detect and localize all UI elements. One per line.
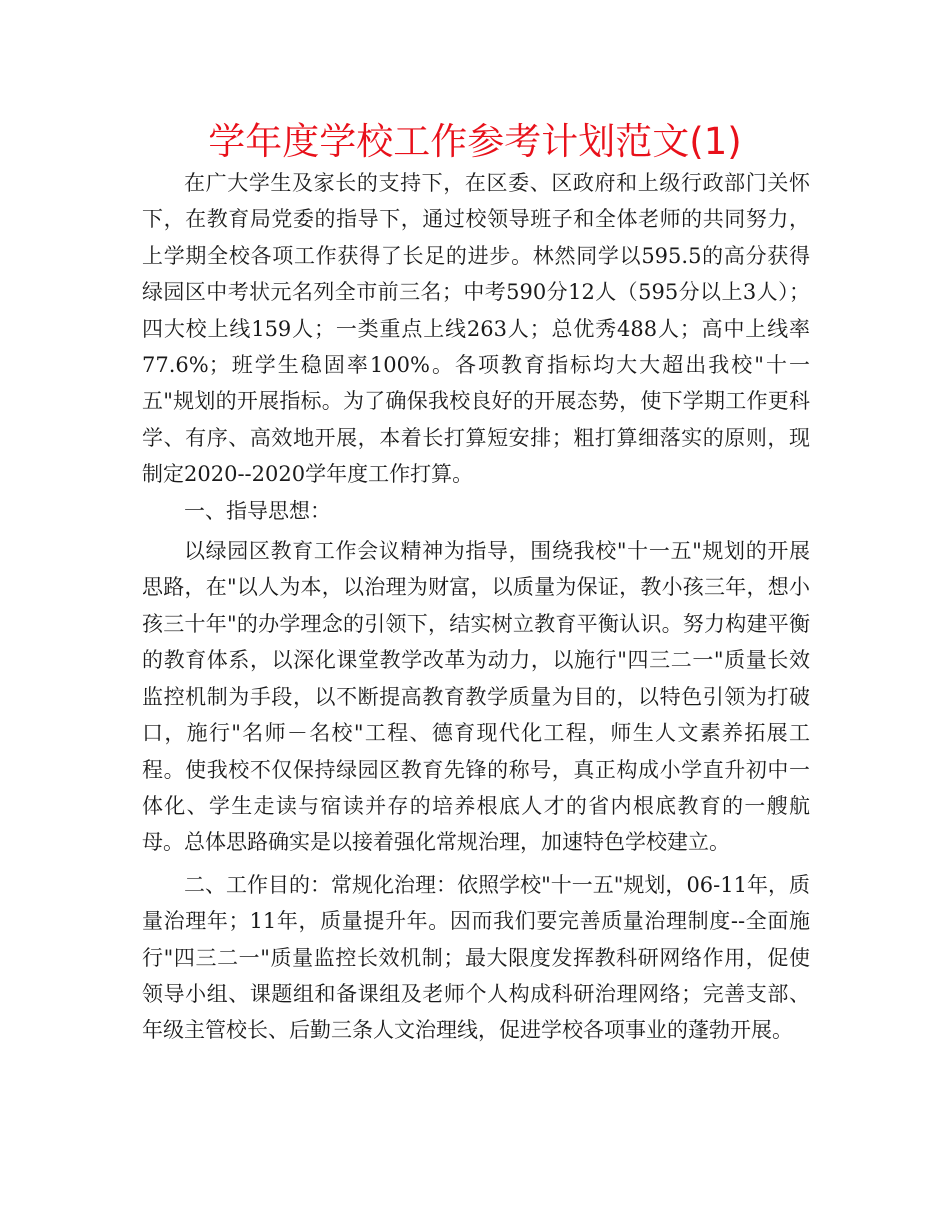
paragraph-intro: 在广大学生及家长的支持下，在区委、区政府和上级行政部门关怀下，在教育局党委的指导下，通过校领导班子和全体老师的共同努力，上学期全校各项工作获得了长足的进步。林然同学以595.5的高分获得绿园区中考状元名列全市前三名；中考590分12人（595分以上3人）；四大校上线159人；一类重点上线263人；总优秀488人；高中上线率77.6%；班学生稳固率100%。各项教育指标均大大超出我校"十一五"规划的开展指标。为了确保我校良好的开展态势，使下学期工作更科学、有序、高效地开展，本着长打算短安排；粗打算细落实的原则，现制定2020--2020学年度工作打算。 [142,171,810,487]
section-heading-guiding-ideology: 一、指导思想： [184,498,331,523]
paragraph-work-goals: 二、工作目的：常规化治理：依照学校"十一五"规划，06-11年，质量治理年；11年，质量提升年。因而我们要完善质量治理制度--全面施行"四三二一"质量监控长效机制；最大限度发挥教科研网络作用，促使领导小组、课题组和备课组及老师个人构成科研治理网络；完善支部、年级主管校长、后勤三条人文治理线，促进学校各项事业的蓬勃开展。 [142,872,810,1043]
document-body [142,165,810,1049]
paragraph-guiding-ideology: 以绿园区教育工作会议精神为指导，围绕我校"十一五"规划的开展思路，在"以人为本，以治理为财富，以质量为保证，教小孩三年，想小孩三十年"的办学理念的引领下，结实树立教育平衡认识。努力构建平衡的教育体系，以深化课堂教学改革为动力，以施行"四三二一"质量长效监控机制为手段，以不断提高教育教学质量为目的，以特色引领为打破口，施行"名师－名校"工程、德育现代化工程，师生人文素养拓展工程。使我校不仅保持绿园区教育先锋的称号，真正构成小学直升初中一体化、学生走读与宿读并存的培养根底人才的省内根底教育的一艘航母。总体思路确实是以接着强化常规治理，加速特色学校建立。 [142,539,810,855]
document-title: 学年度学校工作参考计划范文(1) [208,120,742,163]
